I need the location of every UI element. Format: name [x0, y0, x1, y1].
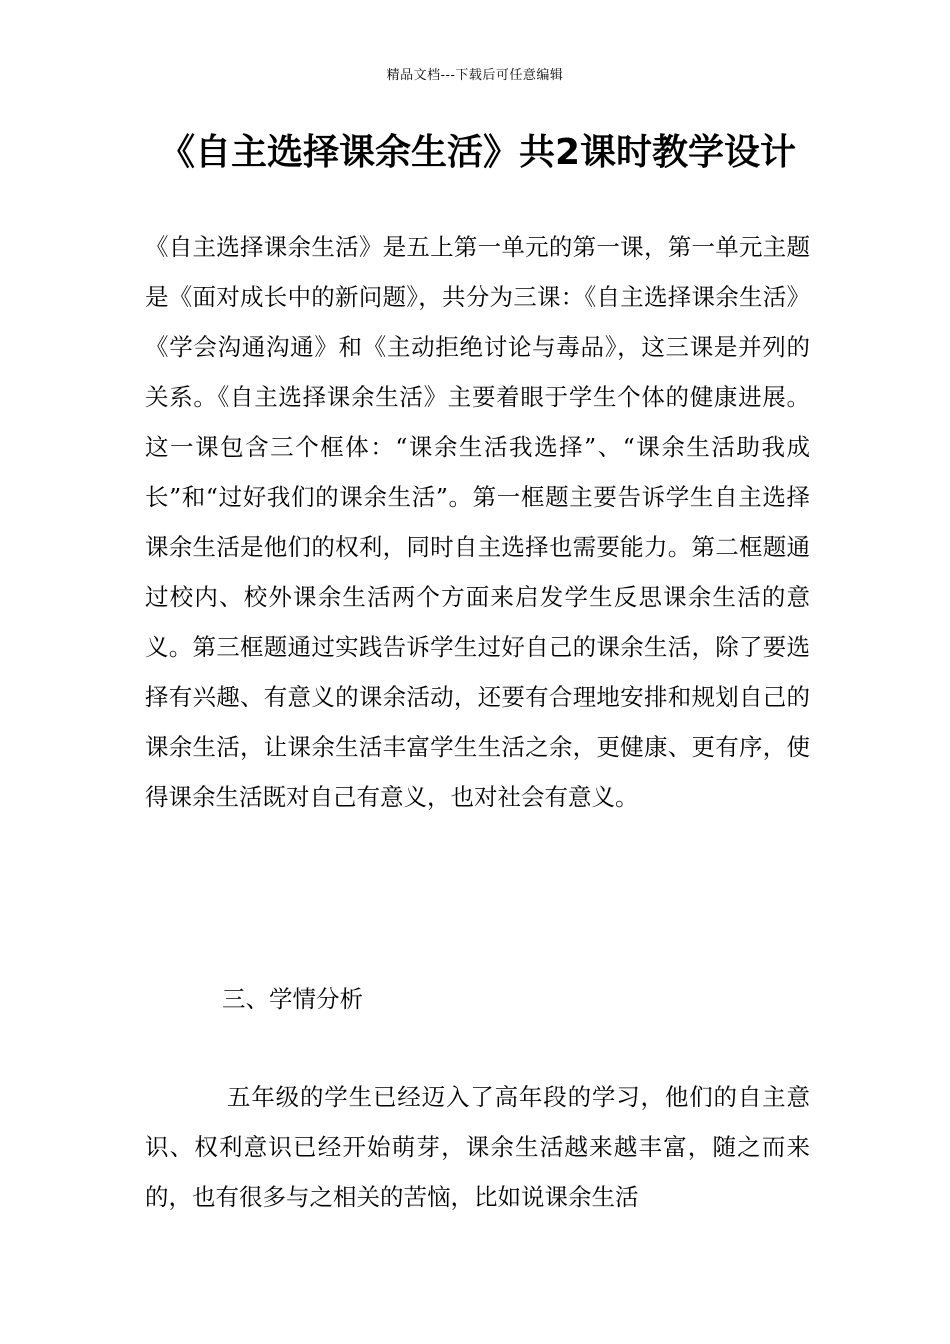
intro-paragraph: 《自主选择课余生活》是五上第一单元的第一课，第一单元主题是《面对成长中的新问题》，共分为三课：《自主选择课余生活》《学会沟通沟通》和《主动拒绝讨论与毒品》，这三课是并列的关系。《自主选择课余生活》主要着眼于学生个体的健康进展。这一课包含三个框体：“课余生活我选择”、“课余生活助我成长”和“过好我们的课余生活”。第一框题主要告诉学生自主选择课余生活是他们的权利，同时自主选择也需要能力。第二框题通过校内、校外课余生活两个方面来启发学生反思课余生活的意义。第三框题通过实践告诉学生过好自己的课余生活，除了要选择有兴趣、有意义的课余活动，还要有合理地安排和规划自己的课余生活，让课余生活丰富学生生活之余，更健康、更有序，使得课余生活既对自己有意义，也对社会有意义。 — [145, 233, 810, 811]
document-title: 《自主选择课余生活》共2课时教学设计 — [158, 132, 797, 173]
section-heading: 三、学情分析 — [222, 985, 363, 1013]
header-note: 精品文档---下载后可任意编辑 — [386, 68, 564, 83]
analysis-paragraph: 五年级的学生已经迈入了高年段的学习，他们的自主意识、权利意识已经开始萌芽，课余生活越来越丰富，随之而来的，也有很多与之相关的苦恼，比如说课余生活 — [145, 1083, 810, 1211]
